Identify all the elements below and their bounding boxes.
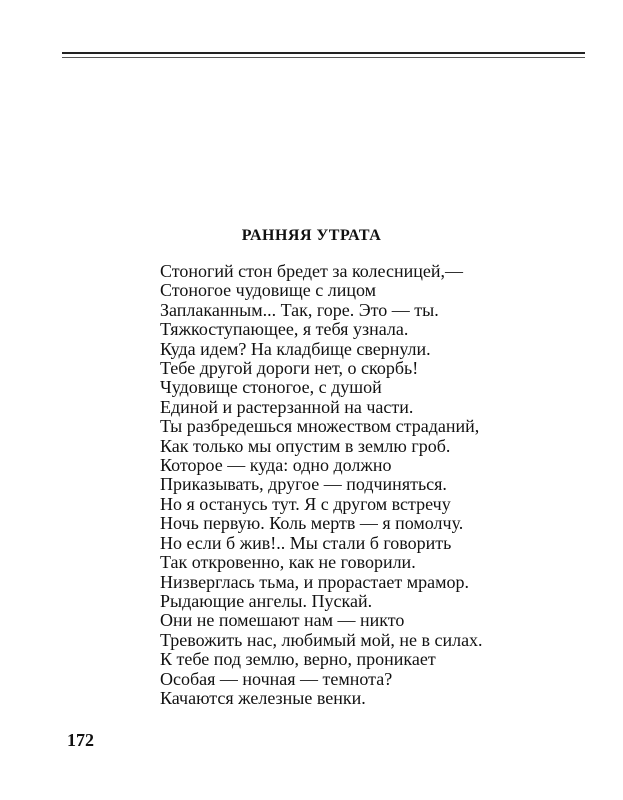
poem-line: Но если б жив!.. Мы стали б говорить: [160, 532, 452, 553]
header-rule-thin: [62, 57, 585, 58]
header-rule-thick: [62, 52, 585, 54]
poem-title: РАННЯЯ УТРАТА: [241, 227, 382, 244]
poem-line: Как только мы опустим в землю гроб.: [160, 435, 451, 456]
poem-line: Ты разбредешься множеством страданий,: [160, 416, 480, 437]
poem-line: Качаются железные венки.: [160, 687, 366, 708]
poem-line: К тебе под землю, верно, проникает: [160, 649, 436, 670]
poem-line: Но я останусь тут. Я с другом встречу: [160, 493, 451, 514]
poem-line: Стоногий стон бредет за колесницей,—: [160, 261, 463, 281]
poem-body: [160, 262, 483, 708]
poem-line: Особая — ночная — темнота?: [160, 668, 393, 689]
poem-line: Единой и растерзанной на части.: [160, 396, 414, 417]
poem-line: Заплаканным... Так, горе. Это — ты.: [160, 299, 439, 320]
poem-line: Ночь первую. Коль мертв — я помолчу.: [160, 513, 464, 534]
poem-line: Тревожить нас, любимый мой, не в силах.: [160, 629, 483, 650]
poem-line: Низверглась тьма, и прорастает мрамор.: [160, 571, 470, 592]
poem-line: Они не помешают нам — никто: [160, 610, 405, 631]
poem-line: Приказывать, другое — подчиняться.: [160, 474, 447, 495]
poem-line: Куда идем? На кладбище свернули.: [160, 338, 431, 359]
page-number: 172: [67, 730, 94, 750]
poem-line: Которое — куда: одно должно: [160, 455, 392, 476]
poem-line: Тяжкоступающее, я тебя узнала.: [160, 319, 409, 340]
poem-line: Тебе другой дороги нет, о скорбь!: [160, 358, 419, 379]
poem-line: Стоногое чудовище с лицом: [160, 280, 377, 301]
poem-line: Чудовище стоногое, с душой: [160, 377, 382, 398]
poem-line: Так откровенно, как не говорили.: [160, 552, 416, 573]
poem-line: Рыдающие ангелы. Пускай.: [160, 590, 373, 611]
